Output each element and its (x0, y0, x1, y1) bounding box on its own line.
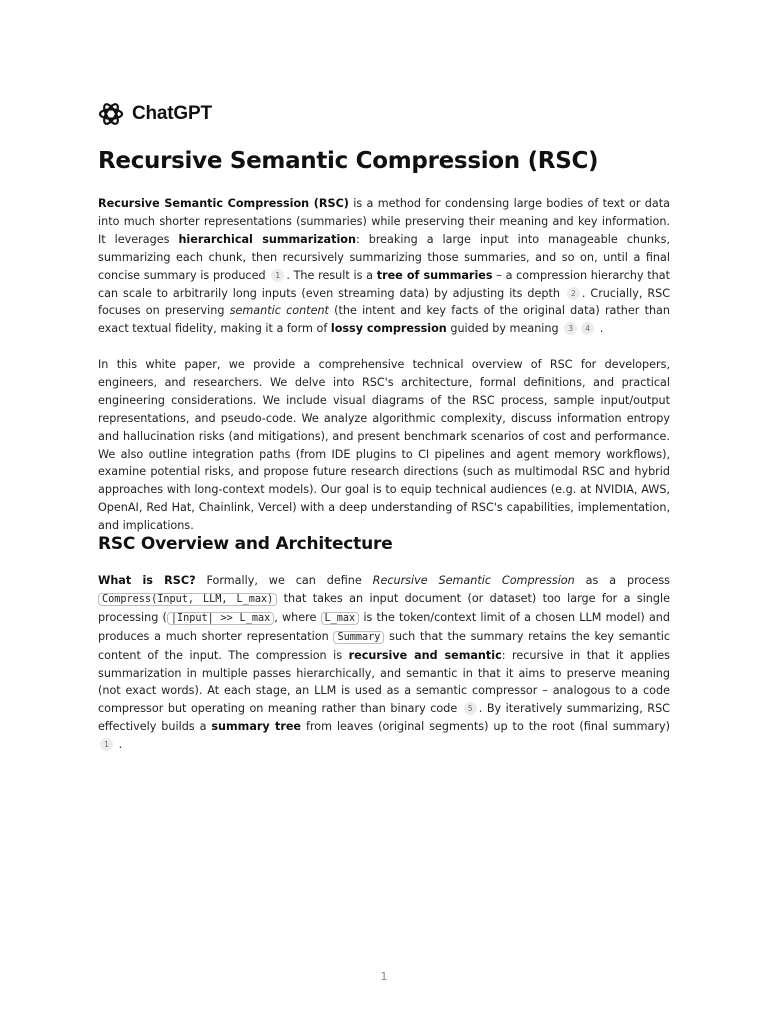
citation-badge[interactable]: 3 (564, 322, 577, 335)
citation-badge[interactable]: 1 (271, 269, 284, 282)
brand-header (98, 101, 212, 127)
intro-text: is a method for condensing large bodies of text or data into much shorter representations (summaries) while preserving their meaning and key information. It leverages (98, 197, 670, 246)
intro-term: Recursive Semantic Compression (RSC) (98, 197, 349, 210)
intro-text: . (599, 322, 604, 336)
citation-badge[interactable]: 5 (464, 702, 477, 715)
inline-code: |Input| >> L_max (167, 612, 274, 625)
inline-code: Summary (333, 631, 384, 644)
section-text: from leaves (original segments) up to the root (final summary) (301, 720, 670, 734)
openai-logo-icon (98, 101, 124, 127)
intro-text: : breaking a large input into manageable chunks, summarizing each chunk, then recursively summarizing those summaries, and so on, until a final concise summary is produced (98, 232, 671, 282)
section-text: such that the summary retains the key semantic content of the input. The compression is (98, 629, 670, 662)
section-text: is the token/context limit of a chosen LLM model) and produces a much shorter representation (98, 610, 670, 643)
section-emphasis: Recursive Semantic Compression (372, 574, 575, 587)
intro-emphasis: semantic content (229, 304, 329, 318)
intro-text: – a compression hierarchy that can scale to arbitrarily long inputs (even streaming data) by adjusting its depth (98, 268, 671, 300)
inline-code: L_max (321, 612, 360, 625)
section-text: . (118, 738, 123, 752)
page-title: Recursive Semantic Compression (RSC) (98, 148, 599, 174)
intro-term: lossy compression (330, 322, 447, 336)
section-term: recursive and semantic (348, 648, 502, 662)
intro-term: hierarchical summarization (178, 232, 356, 246)
intro-term: tree of summaries (376, 268, 493, 282)
overview-paragraph: In this white paper, we provide a comprehensive technical overview of RSC for developers, engineers, and researchers. We delve into RSC's architecture, formal definitions, and practical engineering considerations. We include visual diagrams of the RSC process, sample input/output representations, and pseudo-code. We analyze algorithmic complexity, discuss information entropy and hallucination risks (and mitigations), and present benchmark scenarios of cost and performance. We also outline integration paths (from IDE plugins to CI pipelines and agent memory workflows), examine potential risks, and propose future research directions (such as multimodal RSC and hybrid approaches with long-context models). Our goal is to equip technical audiences (e.g. at NVIDIA, AWS, OpenAI, Red Hat, Chainlink, Vercel) with a deep understanding of RSC's capabilities, implementation, and implications. (98, 358, 670, 533)
inline-code: Compress(Input, LLM, L_max) (98, 593, 277, 606)
intro-paragraph (98, 195, 670, 338)
section-text: . By iteratively summarizing, RSC effectively builds a (98, 702, 670, 734)
section-text: Formally, we can define (195, 574, 373, 587)
section-text: that takes an input document (or dataset) too large for a single processing ( (98, 591, 670, 624)
citation-badge[interactable]: 4 (581, 322, 594, 335)
section-term: What is RSC? (98, 574, 196, 587)
intro-text: guided by meaning (446, 322, 559, 336)
brand-name: ChatGPT (132, 103, 212, 124)
citation-badge[interactable]: 2 (567, 287, 580, 300)
intro-text: . Crucially, RSC focuses on preserving (98, 286, 670, 318)
section-heading: RSC Overview and Architecture (98, 534, 393, 554)
intro-text: . The result is a (286, 268, 377, 282)
section-text: , where (274, 610, 321, 624)
intro-text: (the intent and key facts of the original data) rather than exact textual fidelity, making it a form of (98, 304, 670, 336)
section-term: summary tree (211, 720, 302, 734)
section-text: as a process (574, 574, 671, 587)
citation-badge[interactable]: 1 (100, 738, 113, 751)
page-number: 1 (380, 970, 388, 983)
section-text: : recursive in that it applies summarization in multiple passes hierarchically, and semantic in that it aims to preserve meaning (not exact words). At each stage, an LLM is used as a semantic compressor – analogous to a code compressor but operating on meaning rather than binary code (98, 648, 671, 716)
section-paragraph (98, 572, 670, 754)
